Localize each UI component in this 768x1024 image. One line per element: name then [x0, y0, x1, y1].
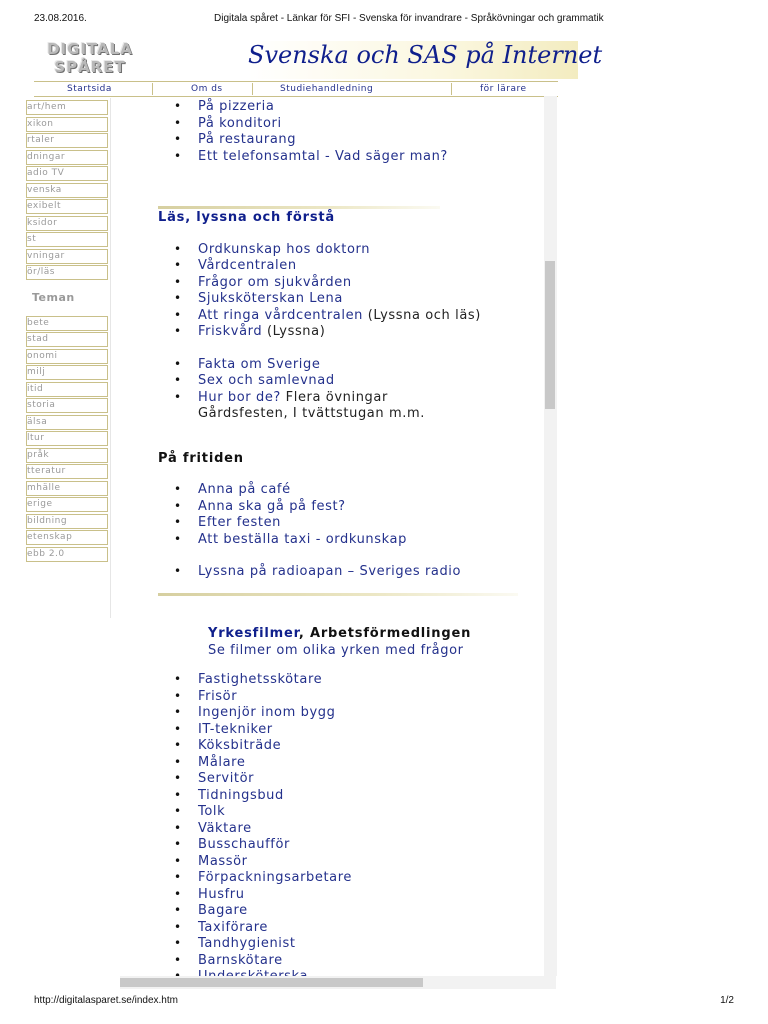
bullet-icon: •: [174, 738, 182, 752]
list-link[interactable]: Vårdcentralen: [198, 258, 297, 273]
list-link[interactable]: Att ringa vårdcentralen: [198, 308, 364, 323]
bullet-icon: •: [174, 373, 182, 387]
bullet-icon: •: [174, 324, 182, 338]
sidebar-divider: [110, 98, 111, 618]
nav-studiehandledning[interactable]: Studiehandledning: [280, 84, 374, 94]
list-link[interactable]: På pizzeria: [198, 99, 275, 114]
browser-viewport: [27, 38, 603, 988]
sidebar-item[interactable]: st: [26, 232, 108, 247]
sidebar-item[interactable]: rtaler: [26, 133, 108, 148]
sidebar-item[interactable]: pråk: [26, 448, 108, 463]
section-heading-las: Läs, lyssna och förstå: [158, 210, 335, 225]
bullet-icon: •: [174, 308, 182, 322]
bullet-icon: •: [174, 149, 182, 163]
horizontal-scrollbar[interactable]: [120, 976, 556, 989]
list-link[interactable]: På konditori: [198, 116, 282, 131]
bullet-icon: •: [174, 390, 182, 404]
list-link[interactable]: Frisör: [198, 689, 238, 704]
bullet-icon: •: [174, 936, 182, 950]
list-link[interactable]: Friskvård: [198, 324, 263, 339]
list-link[interactable]: Barnskötare: [198, 953, 283, 968]
bullet-icon: •: [174, 887, 182, 901]
bullet-icon: •: [174, 837, 182, 851]
bullet-icon: •: [174, 515, 182, 529]
print-date: 23.08.2016.: [34, 13, 87, 24]
sidebar-item[interactable]: tteratur: [26, 464, 108, 479]
list-link[interactable]: Att beställa taxi - ordkunskap: [198, 532, 407, 547]
nav-om-ds[interactable]: Om ds: [191, 84, 223, 94]
list-link[interactable]: Servitör: [198, 771, 255, 786]
bullet-icon: •: [174, 821, 182, 835]
banner-title: Svenska och SAS på Internet: [248, 41, 578, 79]
yrke-heading-rest: , Arbetsförmedlingen: [298, 626, 472, 641]
nav-for-larare[interactable]: för lärare: [480, 84, 527, 94]
sidebar-item[interactable]: onomi: [26, 349, 108, 364]
list-note: (Lyssna och läs): [363, 308, 481, 323]
bullet-icon: •: [174, 499, 182, 513]
sidebar-item[interactable]: ebb 2.0: [26, 547, 108, 562]
bullet-icon: •: [174, 357, 182, 371]
section-heading-yrke: [208, 626, 471, 641]
bullet-icon: •: [174, 99, 182, 113]
print-header: [0, 13, 768, 27]
bullet-icon: •: [174, 804, 182, 818]
nav-startsida[interactable]: Startsida: [67, 84, 112, 94]
sidebar-item[interactable]: storia: [26, 398, 108, 413]
sidebar-item[interactable]: xikon: [26, 117, 108, 132]
bullet-icon: •: [174, 672, 182, 686]
list-link[interactable]: IT-tekniker: [198, 722, 273, 737]
list-link[interactable]: Taxiförare: [198, 920, 268, 935]
list-link[interactable]: Tidningsbud: [198, 788, 284, 803]
sidebar-item[interactable]: milj: [26, 365, 108, 380]
sidebar-item[interactable]: ltur: [26, 431, 108, 446]
bullet-icon: •: [174, 903, 182, 917]
print-page-number: 1/2: [720, 995, 734, 1006]
horizontal-scrollbar-thumb[interactable]: [120, 978, 423, 987]
list-link[interactable]: Lyssna på radioapan – Sveriges radio: [198, 564, 462, 579]
section-rule: [158, 593, 518, 596]
section-rule: [158, 206, 440, 209]
sidebar-item[interactable]: art/hem: [26, 100, 108, 115]
nav-divider: [152, 83, 153, 95]
print-title: Digitala spåret - Länkar för SFI - Svenska för invandrare - Språkövningar och grammatik: [214, 13, 604, 24]
bullet-icon: •: [174, 870, 182, 884]
list-link[interactable]: Frågor om sjukvården: [198, 275, 352, 290]
list-link[interactable]: Ett telefonsamtal - Vad säger man?: [198, 149, 448, 164]
bullet-icon: •: [174, 275, 182, 289]
list-link[interactable]: Efter festen: [198, 515, 282, 530]
list-note: Flera övningar: [280, 390, 388, 405]
list-link[interactable]: Anna ska gå på fest?: [198, 499, 346, 514]
list-link[interactable]: Hur bor de?: [198, 390, 281, 405]
bullet-icon: •: [174, 788, 182, 802]
list-link[interactable]: Tolk: [198, 804, 226, 819]
list-link[interactable]: Förpackningsarbetare: [198, 870, 353, 885]
list-link[interactable]: Sjuksköterskan Lena: [198, 291, 343, 306]
logo-line-1: DIGITALA: [47, 40, 133, 58]
list-link[interactable]: Väktare: [198, 821, 252, 836]
vertical-scrollbar[interactable]: [544, 96, 557, 976]
list-link[interactable]: Sex och samlevnad: [198, 373, 335, 388]
list-link[interactable]: Tandhygienist: [198, 936, 296, 951]
site-logo[interactable]: [42, 40, 138, 78]
sidebar-item[interactable]: mhälle: [26, 481, 108, 496]
list-link[interactable]: Ordkunskap hos doktorn: [198, 242, 371, 257]
bullet-icon: •: [174, 258, 182, 272]
list-link[interactable]: Målare: [198, 755, 246, 770]
sidebar-item[interactable]: dningar: [26, 150, 108, 165]
sidebar-item[interactable]: bete: [26, 316, 108, 331]
bullet-icon: •: [174, 854, 182, 868]
logo-line-2: SPÅRET: [54, 58, 126, 76]
bullet-icon: •: [174, 722, 182, 736]
bullet-icon: •: [174, 482, 182, 496]
list-link[interactable]: Fastighetsskötare: [198, 672, 323, 687]
bullet-icon: •: [174, 291, 182, 305]
sidebar-item[interactable]: stad: [26, 332, 108, 347]
bullet-icon: •: [174, 755, 182, 769]
sidebar-item[interactable]: etenskap: [26, 530, 108, 545]
sidebar-item[interactable]: itid: [26, 382, 108, 397]
bullet-icon: •: [174, 564, 182, 578]
vertical-scrollbar-thumb[interactable]: [545, 261, 555, 409]
list-link[interactable]: Anna på café: [198, 482, 291, 497]
sidebar-item[interactable]: älsa: [26, 415, 108, 430]
bullet-icon: •: [174, 116, 182, 130]
yrke-heading-link[interactable]: Yrkesfilmer: [208, 626, 299, 641]
list-link[interactable]: Massör: [198, 854, 248, 869]
list-link[interactable]: På restaurang: [198, 132, 297, 147]
bullet-icon: •: [174, 771, 182, 785]
yrke-subheading: [208, 642, 464, 659]
print-footer: [0, 995, 768, 1009]
sidebar-item[interactable]: bildning: [26, 514, 108, 529]
bullet-icon: •: [174, 920, 182, 934]
bullet-icon: •: [174, 689, 182, 703]
yrke-subheading-text: Se filmer om olika yrken med frågor: [208, 643, 464, 658]
list-link[interactable]: Köksbiträde: [198, 738, 282, 753]
sidebar-teman-heading: Teman: [32, 291, 75, 304]
list-note: Gårdsfesten, I tvättstugan m.m.: [198, 406, 425, 421]
sidebar-item[interactable]: adio TV: [26, 166, 108, 181]
bullet-icon: •: [174, 532, 182, 546]
list-link[interactable]: Husfru: [198, 887, 245, 902]
section-heading-fritiden: På fritiden: [158, 451, 244, 466]
main-content: [158, 38, 546, 988]
sidebar-item[interactable]: venska: [26, 183, 108, 198]
list-link[interactable]: Ingenjör inom bygg: [198, 705, 336, 720]
list-link[interactable]: Bagare: [198, 903, 248, 918]
sidebar-item[interactable]: erige: [26, 497, 108, 512]
print-url: http://digitalasparet.se/index.htm: [34, 995, 178, 1006]
sidebar-item[interactable]: ksidor: [26, 216, 108, 231]
sidebar-item[interactable]: exibelt: [26, 199, 108, 214]
bullet-icon: •: [174, 705, 182, 719]
sidebar-item[interactable]: vningar: [26, 249, 108, 264]
sidebar-item[interactable]: ör/läs: [26, 265, 108, 280]
list-link[interactable]: Busschaufför: [198, 837, 290, 852]
list-link[interactable]: Fakta om Sverige: [198, 357, 321, 372]
bullet-icon: •: [174, 242, 182, 256]
bullet-icon: •: [174, 953, 182, 967]
list-note: (Lyssna): [262, 324, 326, 339]
bullet-icon: •: [174, 132, 182, 146]
